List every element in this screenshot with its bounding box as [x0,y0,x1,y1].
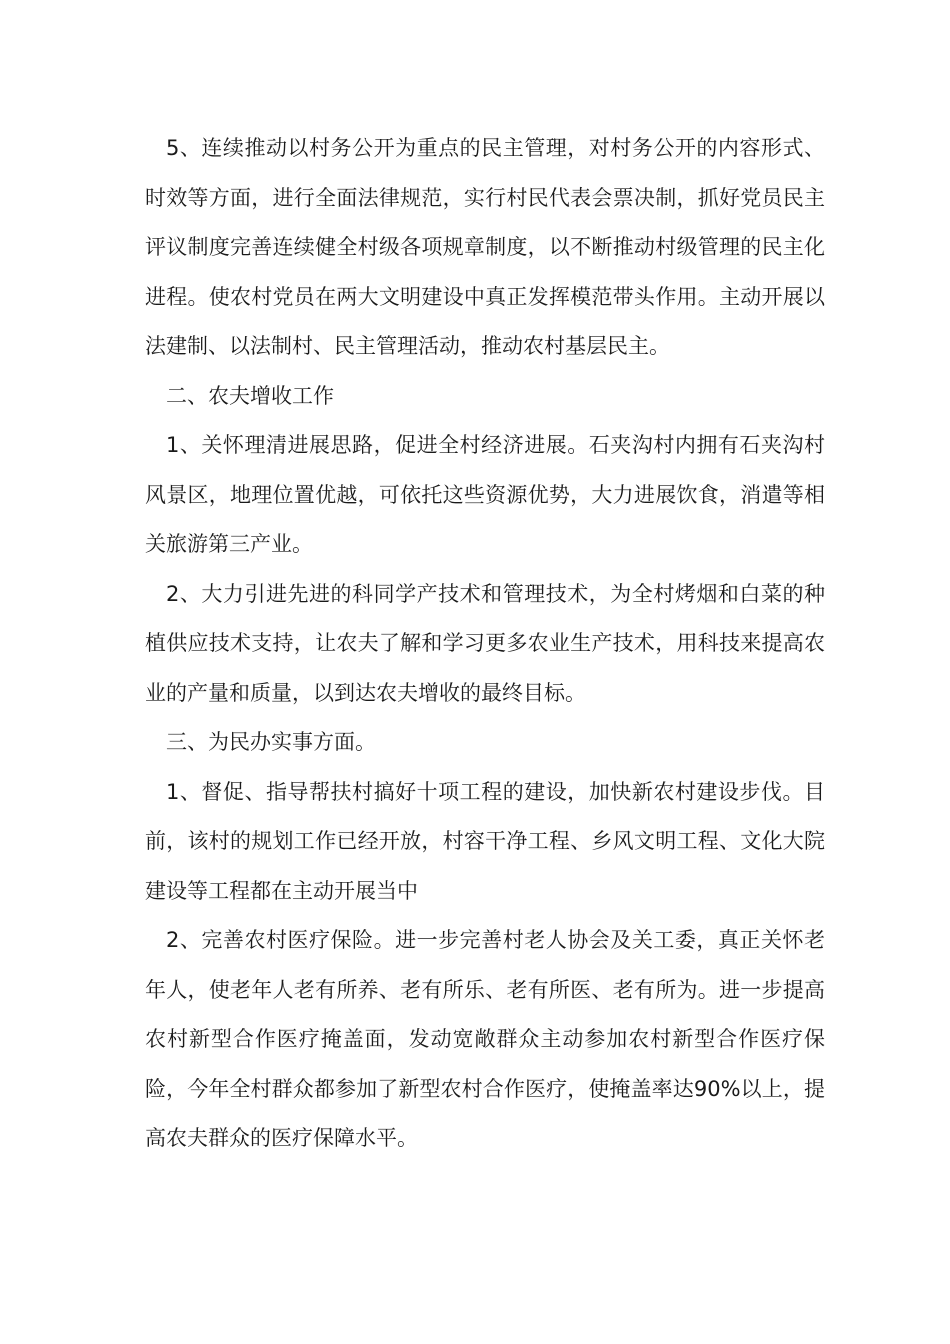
paragraph-economic-development: 1、关怀理清进展思路，促进全村经济进展。石夹沟村内拥有石夹沟村风景区，地理位置优越，可依托这些资源优势，大力进展饮食，消遣等相关旅游第三产业。 [145,433,825,556]
section-heading-practical-matters: 三、为民办实事方面。 [166,730,376,754]
paragraph-technology-introduction: 2、大力引进先进的科同学产技术和管理技术，为全村烤烟和白菜的种植供应技术支持，让农夫了解和学习更多农业生产技术，用科技来提高农业的产量和质量，以到达农夫增收的最终目标。 [145,581,825,705]
paragraph-ten-projects: 1、督促、指导帮扶村搞好十项工程的建设，加快新农村建设步伐。目前，该村的规划工作已经开放，村容干净工程、乡风文明工程、文化大院建设等工程都在主动开展当中 [145,779,825,903]
paragraph-medical-insurance: 2、完善农村医疗保险。进一步完善村老人协会及关工委，真正关怀老年人，使老年人老有所养、老有所乐、老有所医、老有所为。进一步提高农村新型合作医疗掩盖面，发动宽敞群众主动参加农村新型合作医疗保险，今年全村群众都参加了新型农村合作医疗，使掩盖率达90%以上，提高农夫群众的医疗保障水平。 [145,928,825,1150]
paragraph-village-affairs-democracy: 5、连续推动以村务公开为重点的民主管理，对村务公开的内容形式、时效等方面，进行全面法律规范，实行村民代表会票决制，抓好党员民主评议制度完善连续健全村级各项规章制度，以不断推动村级管理的民主化进程。使农村党员在两大文明建设中真正发挥模范带头作用。主动开展以法建制、以法制村、民主管理活动，推动农村基层民主。 [145,136,825,358]
document-body [145,124,825,1164]
section-heading-farmer-income: 二、农夫增收工作 [166,383,334,408]
